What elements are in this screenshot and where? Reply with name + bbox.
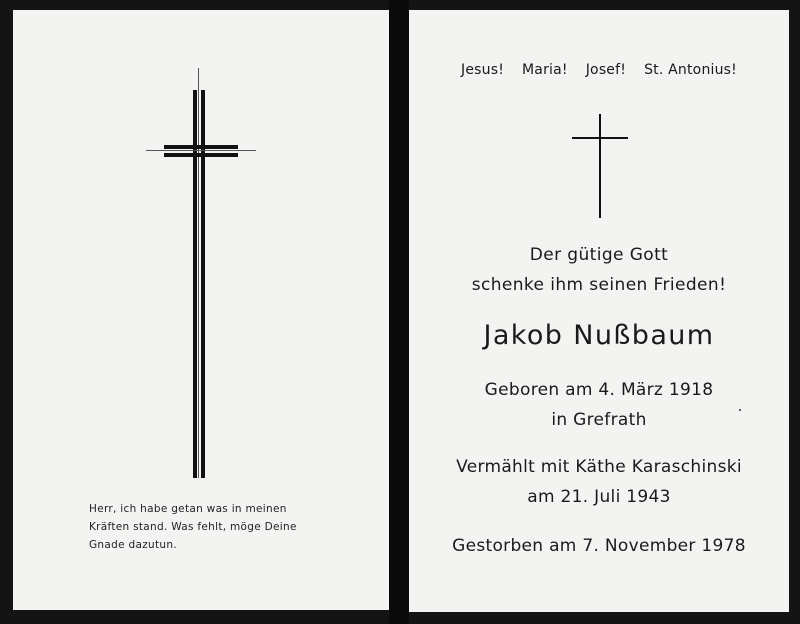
marriage-date: am 21. Juli 1943: [527, 487, 671, 507]
bible-verse: [89, 500, 329, 554]
cross-icon: [146, 68, 256, 478]
right-card-panel: [409, 10, 789, 612]
birth-date: Geboren am 4. März 1918: [484, 380, 714, 400]
saint-name: Jesus!: [461, 62, 505, 78]
small-cross-icon: [572, 114, 628, 218]
verse-line: Herr, ich habe getan was in meinen: [89, 503, 287, 515]
left-card-panel: [13, 10, 389, 610]
print-speck: [739, 409, 741, 411]
marriage-info: Vermählt mit Käthe Karaschinski: [456, 457, 742, 477]
prayer-line: Der gütige Gott: [529, 245, 669, 265]
death-date: Gestorben am 7. November 1978: [452, 536, 746, 556]
verse-line: Kräften stand. Was fehlt, möge Deine: [89, 521, 297, 533]
saint-name: Josef!: [585, 62, 627, 78]
verse-line: Gnade dazutun.: [89, 539, 177, 551]
prayer-line: schenke ihm seinen Frieden!: [471, 275, 727, 295]
card-spine: [389, 0, 409, 624]
saints-invocation: [409, 62, 789, 78]
deceased-name: Jakob Nußbaum: [483, 320, 715, 351]
saint-name: Maria!: [522, 62, 568, 78]
saint-name: St. Antonius!: [644, 62, 737, 78]
birth-place: in Grefrath: [551, 410, 647, 430]
